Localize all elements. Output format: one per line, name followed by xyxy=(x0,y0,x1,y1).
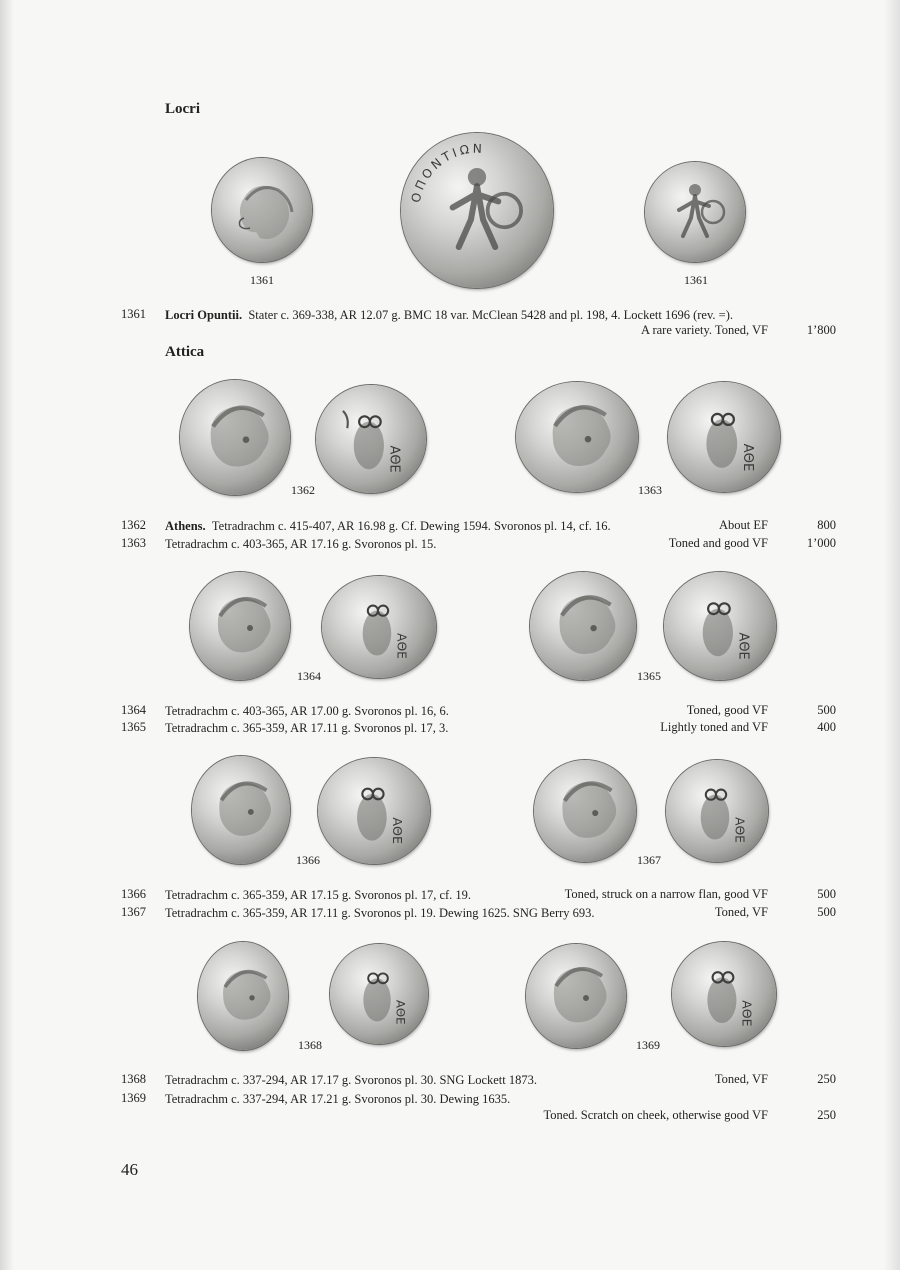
lot-1363-condition: Toned and good VF xyxy=(668,536,768,550)
coin-caption-1366: 1366 xyxy=(296,853,320,867)
lot-1365-description: Tetradrachm c. 365-359, AR 17.11 g. Svoronos pl. 17, 3. xyxy=(165,721,449,735)
athena-head-icon xyxy=(180,380,290,495)
page-edge-shadow xyxy=(884,0,900,1270)
athena-head-icon xyxy=(192,756,290,864)
coin-1361-reverse-image xyxy=(645,162,745,262)
lot-number-1364: 1364 xyxy=(121,703,146,717)
coin-legend-opontion: ΟΠΟΝΤΙΩΝ xyxy=(408,141,486,204)
lot-1361-text: Stater c. 369-338, AR 12.07 g. BMC 18 var. McClean 5428 and pl. 198, 4. Lockett 1696 (rev. =). xyxy=(248,308,733,322)
section-heading-attica: Attica xyxy=(165,344,205,360)
owl-icon xyxy=(666,760,768,862)
lot-1361-description xyxy=(165,307,733,323)
lot-1366-condition: Toned, struck on a narrow flan, good VF xyxy=(564,887,768,901)
lot-1369-price: 250 xyxy=(817,1108,836,1122)
lot-1367-condition: Toned, VF xyxy=(714,905,768,919)
page-binding-shadow xyxy=(0,0,14,1270)
lot-1369-description: Tetradrachm c. 337-294, AR 17.21 g. Svoronos pl. 30. Dewing 1635. xyxy=(165,1092,511,1106)
coin-1369-reverse-image xyxy=(672,942,776,1046)
coin-caption-1364: 1364 xyxy=(297,669,321,683)
athena-head-icon xyxy=(534,760,636,862)
lot-1364-price: 500 xyxy=(817,703,836,717)
lot-1362-name: Athens. xyxy=(165,519,206,533)
lot-number-1369: 1369 xyxy=(121,1091,146,1105)
lot-1362-text: Tetradrachm c. 415-407, AR 16.98 g. Cf. Dewing 1594. Svoronos pl. 14, cf. 16. xyxy=(211,519,611,533)
lot-1362-condition: About EF xyxy=(719,518,768,532)
coin-caption-1362: 1362 xyxy=(291,483,315,497)
coin-1368-reverse-image xyxy=(330,944,428,1044)
lot-1361-name: Locri Opuntii. xyxy=(165,308,243,322)
coin-1361-obverse-image xyxy=(212,158,312,262)
coin-legend-athe: ΑΘΕ xyxy=(394,633,409,659)
lot-1363-description: Tetradrachm c. 403-365, AR 17.16 g. Svoronos pl. 15. xyxy=(165,537,437,551)
lot-number-1363: 1363 xyxy=(121,536,146,550)
coin-caption-1361-a: 1361 xyxy=(250,273,274,287)
owl-icon xyxy=(318,758,430,864)
coin-1365-reverse-image xyxy=(664,572,776,680)
owl-icon xyxy=(316,385,426,493)
lot-number-1367: 1367 xyxy=(121,905,146,919)
coin-1366-obverse-image xyxy=(192,756,290,864)
owl-icon xyxy=(322,576,436,678)
lot-1362-price: 800 xyxy=(817,518,836,532)
lot-1366-description: Tetradrachm c. 365-359, AR 17.15 g. Svoronos pl. 17, cf. 19. xyxy=(165,888,472,902)
lot-1361-condition: A rare variety. Toned, VF xyxy=(641,323,768,337)
athena-head-icon xyxy=(190,572,290,680)
coin-1363-reverse-image xyxy=(668,382,780,492)
athena-head-icon xyxy=(516,382,638,492)
lot-1367-description: Tetradrachm c. 365-359, AR 17.11 g. Svoronos pl. 19. Dewing 1625. SNG Berry 693. xyxy=(165,906,595,920)
coin-legend-athe: ΑΘΕ xyxy=(732,817,747,843)
coin-caption-1361-b: 1361 xyxy=(684,273,708,287)
ajax-warrior-icon xyxy=(401,133,553,288)
coin-caption-1369: 1369 xyxy=(636,1038,660,1052)
coin-legend-athe: ΑΘΕ xyxy=(735,632,751,660)
lot-1363-price: 1’000 xyxy=(806,536,836,550)
lot-1364-condition: Toned, good VF xyxy=(686,703,768,717)
coin-1364-reverse-image xyxy=(322,576,436,678)
coin-1365-obverse-image xyxy=(530,572,636,680)
ajax-warrior-icon xyxy=(645,162,745,262)
page-number: 46 xyxy=(121,1160,138,1179)
lot-number-1365: 1365 xyxy=(121,720,146,734)
athena-head-icon xyxy=(526,944,626,1048)
section-heading-locri: Locri xyxy=(165,101,200,117)
lot-number-1362: 1362 xyxy=(121,518,146,532)
lot-1367-price: 500 xyxy=(817,905,836,919)
coin-1366-reverse-image xyxy=(318,758,430,864)
lot-number-1361: 1361 xyxy=(121,307,146,321)
lot-1366-price: 500 xyxy=(817,887,836,901)
coin-caption-1363: 1363 xyxy=(638,483,662,497)
persephone-head-icon xyxy=(212,158,312,262)
coin-legend-athe: ΑΘΕ xyxy=(386,445,402,473)
lot-1361-price: 1’800 xyxy=(806,323,836,337)
lot-1365-price: 400 xyxy=(817,720,836,734)
coin-1362-obverse-image xyxy=(180,380,290,495)
lot-1365-condition: Lightly toned and VF xyxy=(660,720,768,734)
coin-1361-reverse-enlarged-image xyxy=(401,133,553,288)
owl-icon xyxy=(668,382,780,492)
coin-1364-obverse-image xyxy=(190,572,290,680)
coin-caption-1367: 1367 xyxy=(637,853,661,867)
coin-legend-athe: ΑΘΕ xyxy=(739,1000,755,1027)
athena-head-icon xyxy=(530,572,636,680)
lot-1368-description: Tetradrachm c. 337-294, AR 17.17 g. Svoronos pl. 30. SNG Lockett 1873. xyxy=(165,1073,537,1087)
coin-1367-reverse-image xyxy=(666,760,768,862)
coin-1363-obverse-image xyxy=(516,382,638,492)
owl-icon xyxy=(664,572,776,680)
lot-1368-condition: Toned, VF xyxy=(714,1072,768,1086)
lot-1368-price: 250 xyxy=(817,1072,836,1086)
coin-1368-obverse-image xyxy=(198,942,288,1050)
coin-caption-1368: 1368 xyxy=(298,1038,322,1052)
owl-icon xyxy=(330,944,428,1044)
owl-icon xyxy=(672,942,776,1046)
lot-number-1368: 1368 xyxy=(121,1072,146,1086)
coin-legend-athe: ΑΘΕ xyxy=(739,443,755,472)
coin-1367-obverse-image xyxy=(534,760,636,862)
lot-number-1366: 1366 xyxy=(121,887,146,901)
lot-1369-condition: Toned. Scratch on cheek, otherwise good VF xyxy=(543,1108,768,1122)
athena-head-icon xyxy=(198,942,288,1050)
lot-1364-description: Tetradrachm c. 403-365, AR 17.00 g. Svoronos pl. 16, 6. xyxy=(165,704,449,718)
coin-legend-athe: ΑΘΕ xyxy=(390,817,406,845)
coin-caption-1365: 1365 xyxy=(637,669,661,683)
coin-1369-obverse-image xyxy=(526,944,626,1048)
lot-1362-description xyxy=(165,518,611,534)
coin-1362-reverse-image xyxy=(316,385,426,493)
coin-legend-athe: ΑΘΕ xyxy=(393,999,408,1025)
